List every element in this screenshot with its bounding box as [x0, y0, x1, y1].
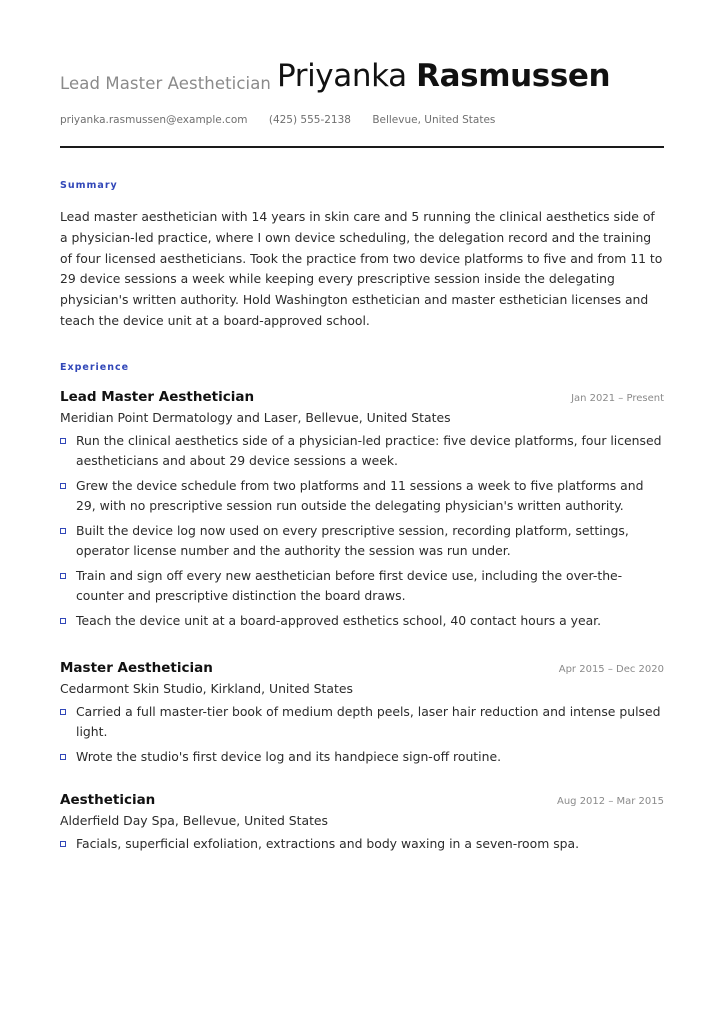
experience-item-header — [60, 389, 664, 411]
experience-item — [60, 792, 664, 859]
job-role: Lead Master Aesthetician — [60, 389, 255, 405]
job-bullet-text: Train and sign off every new aesthetician before first device use, including the over-the-counter and prescriptive distinction the board draws. — [76, 568, 623, 603]
summary-heading: Summary — [60, 180, 118, 191]
contact-location: Bellevue, United States — [372, 114, 496, 126]
job-bullet — [60, 431, 664, 471]
job-bullet-text: Teach the device unit at a board-approved esthetics school, 40 contact hours a year. — [76, 613, 602, 628]
experience-item — [60, 660, 664, 772]
experience-heading: Experience — [60, 362, 130, 373]
job-bullets — [60, 702, 664, 767]
summary-text: Lead master aesthetician with 14 years in skin care and 5 running the clinical aesthetics side of a physician-led practice, where I own device scheduling, the delegation record and the training of four licensed aestheticians. Took the practice from two device platforms to five and from 11 to 29 device sessions a week while keeping every prescriptive session inside the delegating physician's written authority. Hold Washington esthetician and master esthetician licenses and teach the device unit at a board-approved school. — [60, 209, 663, 328]
header-divider — [60, 146, 664, 148]
job-bullet-text: Facials, superficial exfoliation, extractions and body waxing in a seven-room spa. — [76, 836, 580, 851]
job-bullet-text: Run the clinical aesthetics side of a physician-led practice: five device platforms, four licensed aestheticians and about 29 device sessions a week. — [76, 433, 662, 468]
job-bullet-text: Built the device log now used on every prescriptive session, recording platform, settings, operator license number and the authority the session was run under. — [76, 523, 629, 558]
job-role: Master Aesthetician — [60, 660, 213, 676]
job-bullet-text: Grew the device schedule from two platforms and 11 sessions a week to five platforms and 29, with no prescriptive session run outside the delegating physician's written authority. — [76, 478, 644, 513]
job-bullet — [60, 834, 664, 854]
first-name: Priyanka — [277, 58, 407, 94]
square-bullet-icon — [60, 483, 66, 489]
job-company: Alderfield Day Spa, Bellevue, United States — [60, 813, 329, 828]
job-bullet — [60, 566, 664, 606]
job-bullet — [60, 611, 664, 631]
job-company: Meridian Point Dermatology and Laser, Bellevue, United States — [60, 410, 451, 425]
job-bullet — [60, 702, 664, 742]
square-bullet-icon — [60, 528, 66, 534]
square-bullet-icon — [60, 709, 66, 715]
square-bullet-icon — [60, 618, 66, 624]
contact-phone: (425) 555-2138 — [268, 114, 351, 126]
contact-email: priyanka.rasmussen@example.com — [60, 114, 248, 126]
job-dates: Jan 2021 – Present — [571, 393, 664, 404]
experience-item-header — [60, 660, 664, 682]
job-role: Aesthetician — [60, 792, 156, 808]
experience-item-header — [60, 792, 664, 814]
job-company: Cedarmont Skin Studio, Kirkland, United States — [60, 681, 353, 696]
resume-header — [60, 58, 664, 98]
job-bullet — [60, 521, 664, 561]
square-bullet-icon — [60, 841, 66, 847]
job-bullet-text: Carried a full master-tier book of medium depth peels, laser hair reduction and intense pulsed light. — [76, 704, 661, 739]
job-bullet — [60, 476, 664, 516]
contact-line — [60, 114, 513, 126]
last-name: Rasmussen — [416, 58, 611, 94]
header-job-title: Lead Master Aesthetician — [60, 74, 271, 93]
job-dates: Aug 2012 – Mar 2015 — [556, 796, 664, 807]
job-bullet — [60, 747, 664, 767]
job-bullets — [60, 834, 664, 854]
square-bullet-icon — [60, 438, 66, 444]
square-bullet-icon — [60, 754, 66, 760]
job-bullet-text: Wrote the studio's first device log and its handpiece sign-off routine. — [76, 749, 502, 764]
job-dates: Apr 2015 – Dec 2020 — [558, 664, 664, 675]
candidate-name — [277, 58, 610, 94]
experience-item — [60, 389, 664, 636]
job-bullets — [60, 431, 664, 631]
square-bullet-icon — [60, 573, 66, 579]
